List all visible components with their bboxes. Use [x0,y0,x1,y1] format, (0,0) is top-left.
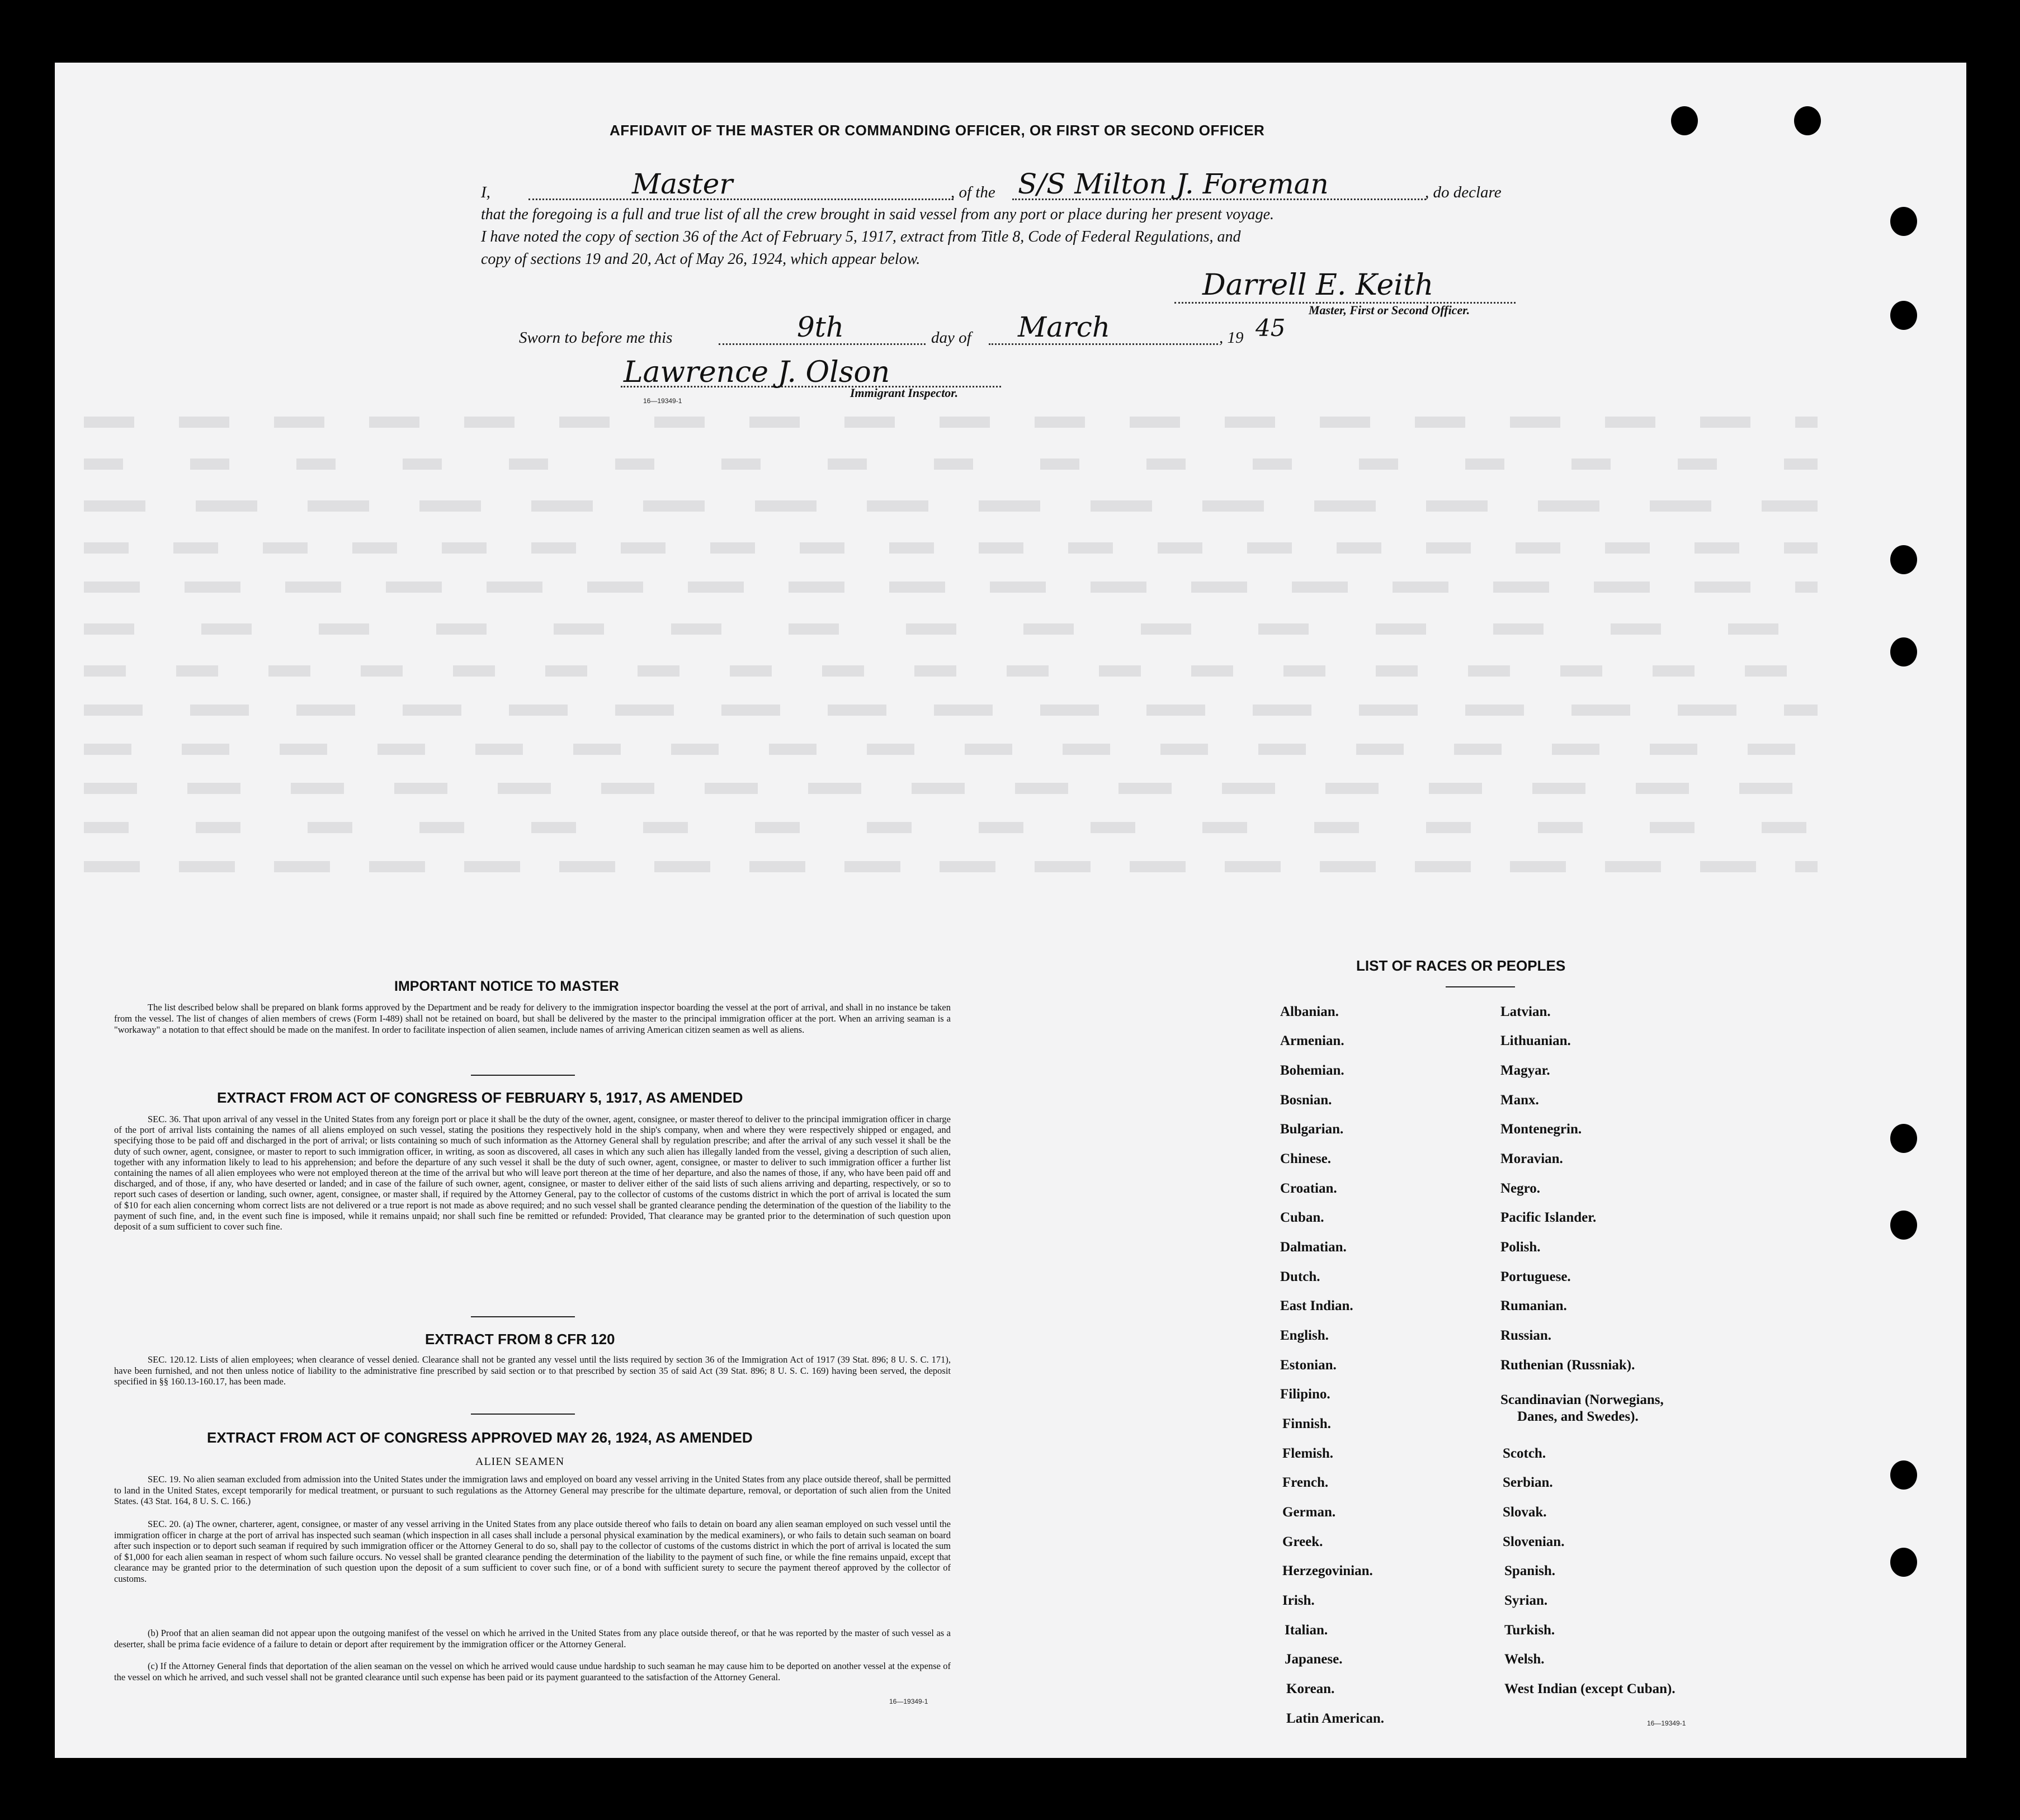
affidavit-title: AFFIDAVIT OF THE MASTER OR COMMANDING OFFICER, OR FIRST OR SECOND OFFICER [610,122,1265,139]
race-item: Greek. [1282,1534,1323,1549]
race-item: Latin American. [1286,1711,1384,1726]
races-form-number: 16—19349-1 [1647,1719,1686,1727]
extract-8cfr-title: EXTRACT FROM 8 CFR 120 [425,1331,615,1348]
punch-hole [1890,545,1917,574]
punch-hole [1890,207,1917,236]
master-signature: Darrell E. Keith [1202,268,1434,302]
divider [471,1414,575,1415]
punch-hole [1890,1548,1917,1577]
race-item: Welsh. [1504,1652,1545,1667]
punch-hole [1794,106,1821,135]
inspector-caption: Immigrant Inspector. [850,386,959,400]
race-item: Cuban. [1280,1210,1324,1225]
race-item: Japanese. [1285,1652,1343,1667]
affidavit-form-number: 16—19349-1 [643,397,682,405]
affidavit-line-4: copy of sections 19 and 20, Act of May 26, 1924, which appear below. [481,250,921,268]
punch-hole [1890,637,1917,666]
punch-hole [1890,1211,1917,1240]
of-the-label: , of the [951,183,995,201]
race-item: Montenegrin. [1500,1122,1582,1137]
race-item: Scandinavian (Norwegians, [1500,1392,1664,1407]
race-item: Croatian. [1280,1181,1337,1196]
extract-1924-subtitle: ALIEN SEAMEN [475,1455,565,1468]
year-field-value: 45 [1256,314,1286,342]
extract-1924-para-4: (c) If the Attorney General finds that deportation of the alien seaman on the vessel on which he arrived would cause undue hardship to such seaman he may cause him to be deported on another vessel at the expense of the vessel on which he arrived, and such vessel shall not be granted clearance until such expense has been paid or its payment guaranteed to the satisfaction of the Attorney General. [114,1661,951,1682]
name-field-value: Master [632,168,733,200]
extract-1924-para-3: (b) Proof that an alien seaman did not appear upon the outgoing manifest of the vessel on which he arrived in the United States from any place outside thereof, or that he was reported by the master of such vessel as a deserter, shall be prima facie evidence of a failure to detain or deport after requirement by the immigration officer or the Attorney General. [114,1628,951,1649]
race-item: French. [1282,1475,1329,1490]
sworn-label: Sworn to before me this [519,329,673,347]
race-item: Portuguese. [1500,1269,1571,1284]
race-item: Syrian. [1504,1593,1548,1608]
day-field-value: 9th [797,311,844,343]
race-item: Latvian. [1500,1004,1551,1019]
race-item: Armenian. [1280,1033,1344,1048]
punch-hole [1890,1460,1917,1490]
extract-1924-para-2: SEC. 20. (a) The owner, charterer, agent, consignee, or master of any vessel arriving in the United States from any place outside thereof who fails to detain on board any alien seaman employed on such vessel until the immigration officer in charge at the port of arrival has inspected such seaman (which inspection in all cases shall include a personal physical examination by the medical examiners), or who fails to detain such seaman on board after such inspection or to deport such seaman if required by such immigration officer or the Attorney General to do so, shall pay to the collector of customs of the customs district in which the port of arrival is located the sum of $1,000 for each alien seaman in respect of whom such failure occurs. No vessel shall be granted clearance pending the determination of the liability to the payment of such fine, or while the fine remains unpaid, except that clearance may be granted prior to the determination of such question upon the deposit of a sum sufficient to cover such fine, or of a bond with sufficient surety to secure the payment thereof approved by the collector of customs. [114,1519,951,1584]
race-item: Dutch. [1280,1269,1320,1284]
race-item: Bohemian. [1280,1063,1344,1078]
race-item: Filipino. [1280,1387,1330,1402]
divider [1446,986,1515,987]
month-field-line [989,343,1218,345]
race-item: Moravian. [1500,1151,1563,1166]
race-item: Irish. [1282,1593,1315,1608]
extract-8cfr-text: SEC. 120.12. Lists of alien employees; when clearance of vessel denied. Clearance shall not be granted any vessel until the lists required by section 36 of the Immigration Act of 1917 (39 Stat. 896; 8 U. S. C. 171), have been furnished, and not then unless notice of liability to the administrative fine prescribed by said section or to that prescribed by section 35 of said Act (39 Stat. 896; 8 U. S. C. 169) having been served, the deposit specified in §§ 160.13-160.17, has been made. [114,1354,951,1387]
race-item: Albanian. [1280,1004,1339,1019]
race-item: Negro. [1500,1181,1541,1196]
punch-hole [1890,301,1917,330]
race-item: Serbian. [1503,1475,1553,1490]
affidavit-i-label: I, [481,183,490,201]
race-item: Bosnian. [1280,1093,1332,1108]
month-field-value: March [1018,311,1111,343]
race-item: Slovenian. [1503,1534,1565,1549]
race-item: Chinese. [1280,1151,1331,1166]
punch-hole [1890,1124,1917,1153]
race-item: Polish. [1500,1240,1541,1255]
race-item: Finnish. [1282,1416,1331,1431]
name-field-line [528,198,954,200]
affidavit-line-3: I have noted the copy of section 36 of the Act of February 5, 1917, extract from Title 8, Code of Federal Regulations, and [481,228,1241,245]
master-signature-caption: Master, First or Second Officer. [1309,303,1470,317]
day-field-line [719,343,926,345]
race-item: Lithuanian. [1500,1033,1571,1048]
race-item: English. [1280,1328,1329,1343]
affidavit-line-2: that the foregoing is a full and true list of all the crew brought in said vessel from any port or place during her present voyage. [481,206,1275,223]
extract-1917-title: EXTRACT FROM ACT OF CONGRESS OF FEBRUARY 5, 1917, AS AMENDED [217,1089,743,1106]
race-item: Manx. [1500,1093,1539,1108]
extract-1924-title: EXTRACT FROM ACT OF CONGRESS APPROVED MAY 26, 1924, AS AMENDED [207,1429,753,1446]
race-item: East Indian. [1280,1298,1353,1313]
punch-hole [1671,106,1698,135]
race-item: Flemish. [1282,1446,1333,1461]
divider [471,1316,575,1317]
extract-1917-text: SEC. 36. That upon arrival of any vessel in the United States from any foreign port or place it shall be the duty of the owner, agent, consignee, or master thereof to deliver to the principal immigration officer in charge of the port of arrival lists containing the names of all aliens employed on such vessel, stating the positions they respectively hold in the ship's company, when and where they were respectively shipped or engaged, and specifying those to be paid off and discharged in the port of arrival; or lists containing so much of such information as the Attorney General shall by regulation prescribe; and after the arrival of any such vessel it shall be the duty of such owner, agent, consignee, or master to report to such immigration officer, in writing, as soon as discovered, all cases in which any such alien has illegally landed from the vessel, giving a description of such alien, together with any information likely to lead to his apprehension; and before the departure of any such vessel it shall be the duty of such owner, agent, consignee, or master to deliver to such immigration officer a further list containing the names of all alien employees who were not employed thereon at the time of the arrival but who will leave port thereon at the time of her departure, and also the names of those, if any, who have been paid off and discharged, and of those, if any, who have deserted or landed; and in case of the failure of such owner, agent, consignee, or master to deliver either of the said lists of such aliens arriving and departing, respectively, or so to report such cases of desertion or landing, such owner, agent, consignee, or master shall, if required by the Attorney General, pay to the collector of customs of the customs district in which the port of arrival is located the sum of $10 for each alien concerning whom correct lists are not delivered or a true report is not made as above required; and no such vessel shall be granted clearance pending the determination of the question of the liability to the payment of such fine, and, in the event such fine is imposed, while it remains unpaid; nor shall such fine be remitted or refunded: Provided, That clearance may be granted prior to the determination of such question upon deposit of a sum sufficient to cover such fine. [114,1114,951,1232]
race-item: Pacific Islander. [1500,1210,1597,1225]
races-title: LIST OF RACES OR PEOPLES [1356,957,1566,974]
race-item: Estonian. [1280,1358,1337,1373]
notice-text: The list described below shall be prepared on blank forms approved by the Department and be ready for delivery to the immigration inspector boarding the vessel at the port of arrival, and shall in no instance be taken from the vessel. The list of changes of alien members of crews (Form I-489) shall not be retained on board, but shall be delivered by the master to the principal immigration officer at the port. When an arriving seaman is a "workaway" a notation to that effect should be made on the manifest. In order to facilitate inspection of alien seamen, include names of arriving American citizen seamen as well as aliens. [114,1002,951,1035]
extract-1924-para-1: SEC. 19. No alien seaman excluded from admission into the United States under the immigration laws and employed on board any vessel arriving in the United States from any place outside thereof, shall be permitted to land in the United States, except temporarily for medical treatment, or pursuant to such regulations as the Attorney General may prescribe for the ultimate departure, removal, or deportation of such alien from the United States. (43 Stat. 164, 8 U. S. C. 166.) [114,1474,951,1506]
race-item: Rumanian. [1500,1298,1567,1313]
race-item: West Indian (except Cuban). [1504,1681,1676,1696]
race-item: Ruthenian (Russniak). [1500,1358,1635,1373]
day-of-label: day of [931,329,971,347]
race-item: Herzegovinian. [1282,1563,1373,1578]
race-item: Bulgarian. [1280,1122,1344,1137]
vessel-field-value: S/S Milton J. Foreman [1018,168,1329,200]
year-prefix: , 19 [1219,329,1244,347]
divider [471,1075,575,1076]
race-item: Danes, and Swedes). [1517,1409,1639,1424]
inspector-signature: Lawrence J. Olson [624,356,890,389]
notice-title: IMPORTANT NOTICE TO MASTER [394,978,619,994]
race-item: Italian. [1285,1623,1328,1638]
race-item: Korean. [1286,1681,1335,1696]
extract-1924-form-number: 16—19349-1 [889,1698,928,1705]
race-item: Turkish. [1504,1623,1555,1638]
race-item: Russian. [1500,1328,1552,1343]
race-item: Dalmatian. [1280,1240,1347,1255]
do-declare-label: , do declare [1425,183,1502,201]
race-item: Scotch. [1503,1446,1546,1461]
race-item: Slovak. [1503,1505,1547,1520]
race-item: Spanish. [1504,1563,1556,1578]
race-item: Magyar. [1500,1063,1550,1078]
race-item: German. [1282,1505,1336,1520]
